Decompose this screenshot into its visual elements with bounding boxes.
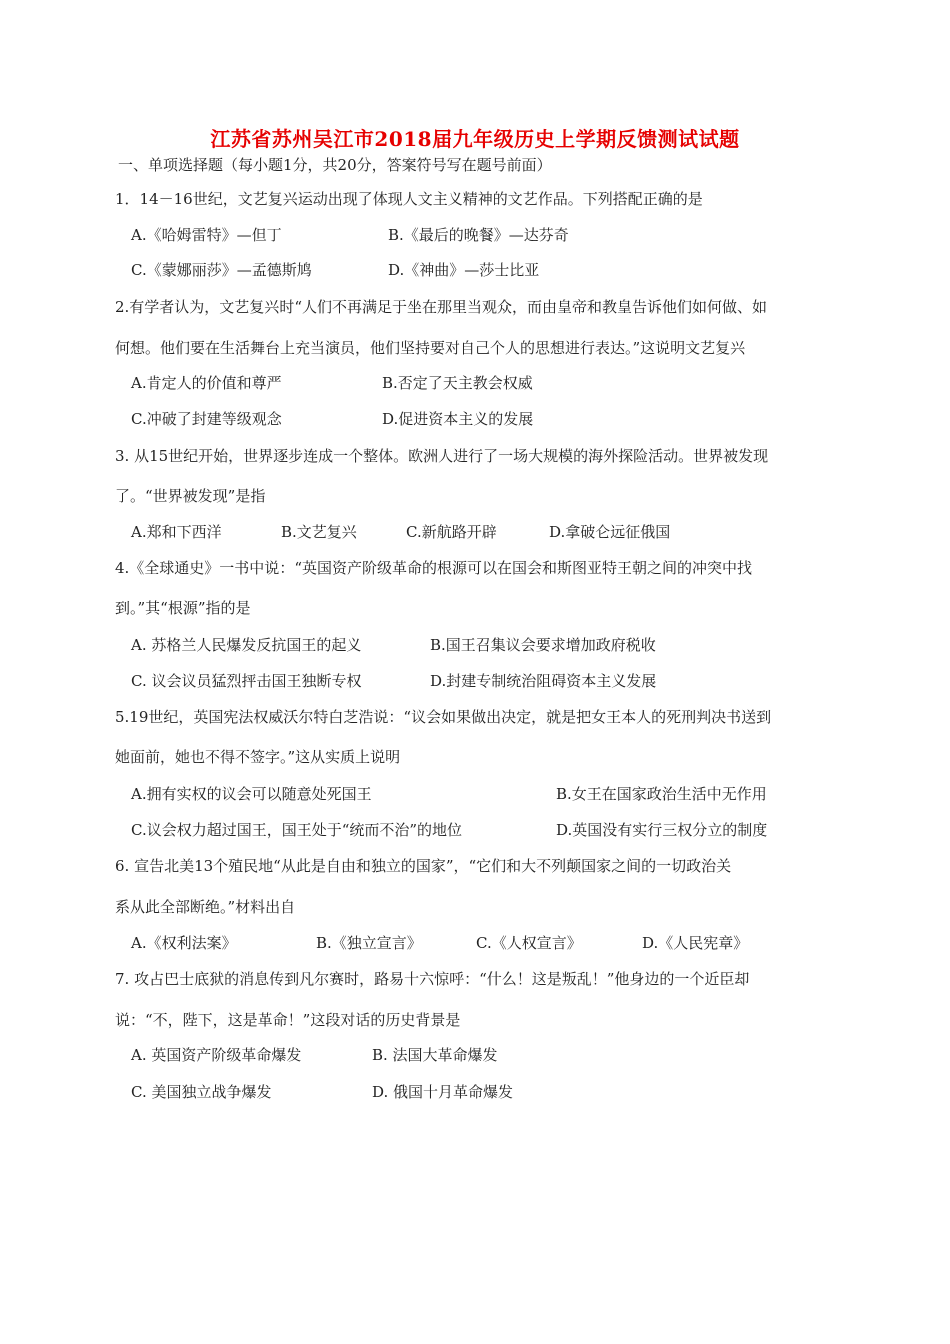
question-7-option-d[interactable]: D. 俄国十月革命爆发 (372, 1083, 514, 1101)
question-2-option-a[interactable]: A.肯定人的价值和尊严 (131, 374, 282, 392)
question-3-text-line-1: 3. 从15世纪开始，世界逐步连成一个整体。欧洲人进行了一场大规模的海外探险活动。世界被发现 (115, 447, 769, 465)
question-5-text-line-2: 她面前，她也不得不签字。”这从实质上说明 (115, 748, 401, 766)
question-5-text-line-1: 5.19世纪，英国宪法权威沃尔特白芝浩说：“议会如果做出决定，就是把女王本人的死刑判决书送到 (115, 708, 772, 726)
question-5-option-a[interactable]: A.拥有实权的议会可以随意处死国王 (131, 785, 372, 803)
question-4-option-b[interactable]: B.国王召集议会要求增加政府税收 (430, 636, 656, 654)
question-2-text-line-1: 2.有学者认为，文艺复兴时“人们不再满足于坐在那里当观众，而由皇帝和教皇告诉他们如何做、如 (115, 298, 767, 316)
question-3-text-line-2: 了。“世界被发现”是指 (115, 487, 266, 505)
question-4-text-line-2: 到。”其“根源”指的是 (115, 599, 251, 617)
question-1-option-c[interactable]: C.《蒙娜丽莎》—孟德斯鸠 (131, 261, 312, 279)
question-2-option-d[interactable]: D.促进资本主义的发展 (382, 410, 534, 428)
question-2-option-b[interactable]: B.否定了天主教会权威 (382, 374, 533, 392)
question-4-option-c[interactable]: C. 议会议员猛烈抨击国王独断专权 (131, 672, 362, 690)
question-1-text: 1．14－16世纪，文艺复兴运动出现了体现人文主义精神的文艺作品。下列搭配正确的是 (115, 190, 703, 208)
question-2-text-line-2: 何想。他们要在生活舞台上充当演员，他们坚持要对自己个人的思想进行表达。”这说明文艺复兴 (115, 339, 746, 357)
section-heading: 一、单项选择题（每小题1分，共20分，答案符号写在题号前面） (118, 156, 552, 174)
question-5-option-c[interactable]: C.议会权力超过国王，国王处于“统而不治”的地位 (131, 821, 463, 839)
question-6-text-line-2: 系从此全部断绝。”材料出自 (115, 898, 296, 916)
question-7-option-c[interactable]: C. 美国独立战争爆发 (131, 1083, 272, 1101)
question-4-text-line-1: 4.《全球通史》一书中说：“英国资产阶级革命的根源可以在国会和斯图亚特王朝之间的冲突中找 (115, 559, 752, 577)
question-4-option-a[interactable]: A. 苏格兰人民爆发反抗国王的起义 (131, 636, 362, 654)
question-5-option-b[interactable]: B.女王在国家政治生活中无作用 (556, 785, 767, 803)
question-6-option-d[interactable]: D.《人民宪章》 (642, 934, 749, 952)
question-1-option-b[interactable]: B.《最后的晚餐》—达芬奇 (388, 226, 569, 244)
page-title: 江苏省苏州吴江市2018届九年级历史上学期反馈测试试题 (210, 127, 740, 151)
question-6-option-b[interactable]: B.《独立宣言》 (316, 934, 422, 952)
question-1-option-d[interactable]: D.《神曲》—莎士比亚 (388, 261, 540, 279)
question-6-option-a[interactable]: A.《权利法案》 (131, 934, 237, 952)
question-7-option-b[interactable]: B. 法国大革命爆发 (372, 1046, 498, 1064)
question-3-option-d[interactable]: D.拿破仑远征俄国 (549, 523, 671, 541)
question-3-option-a[interactable]: A.郑和下西洋 (131, 523, 222, 541)
question-7-option-a[interactable]: A. 英国资产阶级革命爆发 (131, 1046, 302, 1064)
question-6-option-c[interactable]: C.《人权宣言》 (476, 934, 582, 952)
question-1-option-a[interactable]: A.《哈姆雷特》—但丁 (131, 226, 282, 244)
question-5-option-d[interactable]: D.英国没有实行三权分立的制度 (556, 821, 768, 839)
question-6-text-line-1: 6. 宣告北美13个殖民地“从此是自由和独立的国家”，“它们和大不列颠国家之间的一切政治关 (115, 857, 732, 875)
question-7-text-line-2: 说：“不，陛下，这是革命！”这段对话的历史背景是 (115, 1011, 461, 1029)
question-7-text-line-1: 7. 攻占巴士底狱的消息传到凡尔赛时，路易十六惊呼：“什么！这是叛乱！”他身边的一个近臣却 (115, 970, 750, 988)
question-4-option-d[interactable]: D.封建专制统治阻碍资本主义发展 (430, 672, 657, 690)
question-3-option-c[interactable]: C.新航路开辟 (406, 523, 497, 541)
question-2-option-c[interactable]: C.冲破了封建等级观念 (131, 410, 282, 428)
question-3-option-b[interactable]: B.文艺复兴 (281, 523, 357, 541)
